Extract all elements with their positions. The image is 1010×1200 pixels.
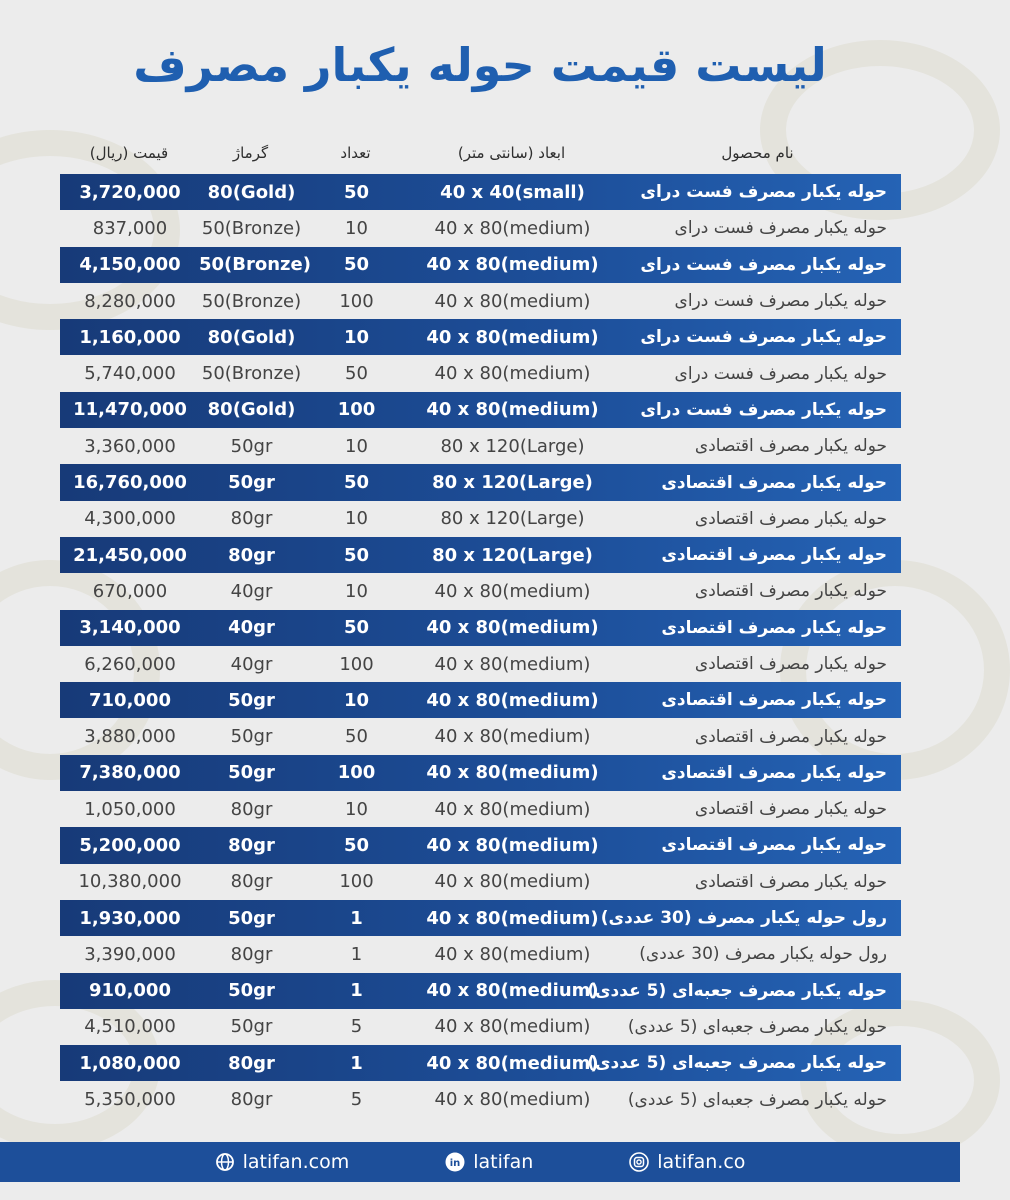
cell-quantity: 50: [343, 472, 370, 494]
header-price: قیمت (ریال): [89, 144, 169, 162]
cell-price: 3,880,000: [84, 726, 176, 748]
cell-name: حوله یکبار مصرف اقتصادی: [661, 472, 887, 493]
cell-gsm: 50gr: [230, 726, 273, 748]
cell-name: رول حوله یکبار مصرف (30 عددی): [639, 944, 887, 965]
cell-name: حوله یکبار مصرف اقتصادی: [694, 436, 887, 457]
cell-name: حوله یکبار مصرف اقتصادی: [694, 871, 887, 892]
table-row: [60, 973, 901, 1009]
cell-price: 6,260,000: [84, 653, 176, 675]
table-row: [60, 501, 901, 537]
cell-gsm: 50(Bronze): [199, 254, 311, 276]
cell-gsm: 80gr: [230, 943, 273, 965]
footer-linkedin-text: latifan: [473, 1151, 534, 1173]
cell-quantity: 100: [339, 290, 374, 312]
cell-name: حوله یکبار مصرف اقتصادی: [661, 835, 887, 856]
cell-dimensions: 40 x 80(medium): [434, 1016, 591, 1038]
cell-dimensions: 40 x 80(medium): [434, 871, 591, 893]
table-row: [60, 718, 901, 754]
table-row: [60, 464, 901, 500]
cell-name: حوله یکبار مصرف جعبه‌ای (5 عددی): [587, 1053, 887, 1074]
linkedin-icon: [445, 1152, 465, 1172]
cell-dimensions: 40 x 80(medium): [434, 1089, 591, 1111]
cell-name: حوله یکبار مصرف اقتصادی: [661, 690, 887, 711]
cell-quantity: 10: [345, 217, 368, 239]
cell-price: 5,350,000: [84, 1089, 176, 1111]
cell-quantity: 10: [343, 689, 370, 711]
table-row: [60, 428, 901, 464]
cell-price: 7,380,000: [79, 762, 181, 784]
cell-price: 5,200,000: [79, 834, 181, 856]
cell-dimensions: 40 x 80(medium): [426, 617, 599, 639]
cell-quantity: 50: [343, 181, 370, 203]
table-row: [60, 283, 901, 319]
cell-quantity: 1: [350, 907, 363, 929]
table-row: [60, 755, 901, 791]
cell-name: حوله یکبار مصرف اقتصادی: [694, 799, 887, 820]
cell-quantity: 50: [343, 617, 370, 639]
cell-price: 3,140,000: [79, 617, 181, 639]
cell-name: حوله یکبار مصرف اقتصادی: [661, 617, 887, 638]
cell-dimensions: 40 x 80(medium): [426, 980, 599, 1002]
table-header: [60, 144, 900, 168]
cell-dimensions: 40 x 80(medium): [426, 834, 599, 856]
cell-price: 1,930,000: [79, 907, 181, 929]
cell-price: 4,510,000: [84, 1016, 176, 1038]
footer-website-text: latifan.com: [242, 1151, 350, 1173]
cell-quantity: 1: [350, 943, 363, 965]
cell-name: حوله یکبار مصرف اقتصادی: [661, 545, 887, 566]
cell-name: حوله یکبار مصرف جعبه‌ای (5 عددی): [627, 1016, 887, 1037]
table-row: [60, 392, 901, 428]
cell-name: حوله یکبار مصرف فست درای: [640, 254, 887, 275]
table-row: [60, 791, 901, 827]
cell-quantity: 100: [337, 399, 376, 421]
cell-name: حوله یکبار مصرف فست درای: [674, 363, 887, 384]
cell-price: 3,390,000: [84, 943, 176, 965]
cell-name: حوله یکبار مصرف فست درای: [640, 327, 887, 348]
cell-quantity: 10: [343, 326, 370, 348]
cell-dimensions: 40 x 80(medium): [434, 798, 591, 820]
table-row: [60, 174, 901, 210]
table-row: [60, 1009, 901, 1045]
cell-quantity: 50: [345, 363, 368, 385]
cell-dimensions: 40 x 80(medium): [434, 290, 591, 312]
cell-price: 21,450,000: [73, 544, 187, 566]
cell-gsm: 80gr: [230, 798, 273, 820]
cell-dimensions: 40 x 80(medium): [426, 907, 599, 929]
cell-price: 1,160,000: [79, 326, 181, 348]
cell-quantity: 1: [350, 1052, 363, 1074]
header-quantity: تعداد: [340, 144, 371, 162]
cell-gsm: 80gr: [228, 834, 275, 856]
cell-gsm: 50gr: [228, 689, 275, 711]
cell-name: حوله یکبار مصرف فست درای: [640, 182, 887, 203]
cell-quantity: 5: [350, 1089, 363, 1111]
cell-name: رول حوله یکبار مصرف (30 عددی): [600, 908, 887, 929]
cell-gsm: 80gr: [230, 871, 273, 893]
table-row: [60, 936, 901, 972]
cell-quantity: 10: [345, 798, 368, 820]
cell-price: 8,280,000: [84, 290, 176, 312]
page-title: لیست قیمت حوله یکبار مصرف: [133, 38, 827, 92]
cell-price: 4,300,000: [84, 508, 176, 530]
cell-dimensions: 40 x 80(medium): [426, 689, 599, 711]
cell-price: 670,000: [92, 580, 168, 602]
cell-name: حوله یکبار مصرف فست درای: [674, 291, 887, 312]
cell-price: 16,760,000: [73, 472, 187, 494]
cell-dimensions: 40 x 80(medium): [426, 1052, 599, 1074]
cell-quantity: 10: [345, 508, 368, 530]
cell-gsm: 80(Gold): [207, 399, 296, 421]
cell-name: حوله یکبار مصرف اقتصادی: [661, 762, 887, 783]
cell-dimensions: 80 x 120(Large): [432, 544, 593, 566]
table-row: [60, 210, 901, 246]
cell-dimensions: 40 x 80(medium): [426, 326, 599, 348]
cell-gsm: 40gr: [230, 580, 273, 602]
cell-name: حوله یکبار مصرف اقتصادی: [694, 508, 887, 529]
cell-dimensions: 40 x 40(small): [440, 181, 585, 203]
cell-gsm: 80(Gold): [207, 326, 296, 348]
svg-text:in: in: [449, 1158, 461, 1169]
cell-price: 910,000: [89, 980, 171, 1002]
table-row: [60, 646, 901, 682]
header-name: نام محصول: [721, 144, 794, 162]
cell-gsm: 50gr: [230, 435, 273, 457]
cell-dimensions: 40 x 80(medium): [434, 217, 591, 239]
table-row: [60, 864, 901, 900]
cell-quantity: 50: [343, 254, 370, 276]
cell-quantity: 100: [337, 762, 376, 784]
table-row: [60, 827, 901, 863]
price-table: [60, 174, 901, 1118]
cell-price: 3,360,000: [84, 435, 176, 457]
cell-gsm: 80gr: [228, 544, 275, 566]
table-row: [60, 319, 901, 355]
cell-gsm: 50gr: [228, 762, 275, 784]
cell-name: حوله یکبار مصرف اقتصادی: [694, 654, 887, 674]
cell-dimensions: 80 x 120(Large): [440, 508, 585, 530]
cell-name: حوله یکبار مصرف فست درای: [640, 399, 887, 420]
cell-gsm: 50gr: [230, 1016, 273, 1038]
cell-price: 5,740,000: [84, 363, 176, 385]
cell-gsm: 80gr: [230, 508, 273, 530]
cell-quantity: 10: [345, 435, 368, 457]
cell-gsm: 80(Gold): [207, 181, 296, 203]
cell-quantity: 50: [343, 834, 370, 856]
table-row: [60, 247, 901, 283]
cell-gsm: 50(Bronze): [201, 290, 302, 312]
footer-website[interactable]: [215, 1151, 350, 1173]
cell-gsm: 40gr: [228, 617, 275, 639]
table-row: [60, 573, 901, 609]
cell-quantity: 100: [339, 653, 374, 675]
cell-gsm: 80gr: [230, 1089, 273, 1111]
cell-gsm: 50gr: [228, 907, 275, 929]
cell-price: 710,000: [89, 689, 171, 711]
cell-quantity: 100: [339, 871, 374, 893]
cell-price: 4,150,000: [79, 254, 181, 276]
cell-quantity: 5: [350, 1016, 363, 1038]
table-row: [60, 610, 901, 646]
table-row: [60, 1045, 901, 1081]
cell-price: 10,380,000: [78, 871, 182, 893]
table-row: [60, 900, 901, 936]
cell-name: حوله یکبار مصرف اقتصادی: [694, 726, 887, 747]
cell-gsm: 50(Bronze): [201, 217, 302, 239]
cell-dimensions: 40 x 80(medium): [426, 762, 599, 784]
footer-bottom-strip: [0, 1182, 960, 1200]
header-gsm: گرماژ: [232, 144, 269, 162]
cell-quantity: 10: [345, 580, 368, 602]
cell-dimensions: 40 x 80(medium): [434, 943, 591, 965]
cell-gsm: 50(Bronze): [201, 363, 302, 385]
table-row: [60, 537, 901, 573]
globe-icon: [215, 1152, 235, 1172]
cell-dimensions: 40 x 80(medium): [434, 653, 591, 675]
cell-gsm: 80gr: [228, 1052, 275, 1074]
table-row: [60, 682, 901, 718]
cell-price: 1,080,000: [79, 1052, 181, 1074]
cell-dimensions: 80 x 120(Large): [432, 472, 593, 494]
cell-name: حوله یکبار مصرف جعبه‌ای (5 عددی): [587, 980, 887, 1001]
cell-name: حوله یکبار مصرف اقتصادی: [694, 581, 887, 602]
cell-price: 1,050,000: [84, 798, 176, 820]
cell-price: 11,470,000: [73, 399, 187, 421]
table-row: [60, 355, 901, 391]
cell-gsm: 40gr: [230, 653, 273, 675]
instagram-icon: [629, 1152, 649, 1172]
header-dimensions: ابعاد (سانتی متر): [457, 144, 566, 162]
cell-dimensions: 40 x 80(medium): [434, 726, 591, 748]
cell-quantity: 1: [350, 980, 363, 1002]
cell-dimensions: 40 x 80(medium): [426, 399, 599, 421]
footer-linkedin[interactable]: [445, 1151, 533, 1173]
cell-dimensions: 40 x 80(medium): [434, 580, 591, 602]
footer-instagram[interactable]: [629, 1151, 745, 1173]
cell-price: 3,720,000: [79, 181, 181, 203]
cell-quantity: 50: [345, 726, 368, 748]
cell-name: حوله یکبار مصرف جعبه‌ای (5 عددی): [627, 1089, 887, 1110]
table-row: [60, 1081, 901, 1117]
cell-dimensions: 80 x 120(Large): [440, 435, 585, 457]
cell-quantity: 50: [343, 544, 370, 566]
cell-dimensions: 40 x 80(medium): [426, 254, 599, 276]
footer-instagram-text: latifan.co: [657, 1151, 746, 1173]
cell-dimensions: 40 x 80(medium): [434, 363, 591, 385]
cell-price: 837,000: [92, 217, 168, 239]
cell-gsm: 50gr: [228, 980, 275, 1002]
cell-name: حوله یکبار مصرف فست درای: [674, 218, 887, 239]
footer-bar: [0, 1142, 960, 1182]
cell-gsm: 50gr: [228, 472, 275, 494]
